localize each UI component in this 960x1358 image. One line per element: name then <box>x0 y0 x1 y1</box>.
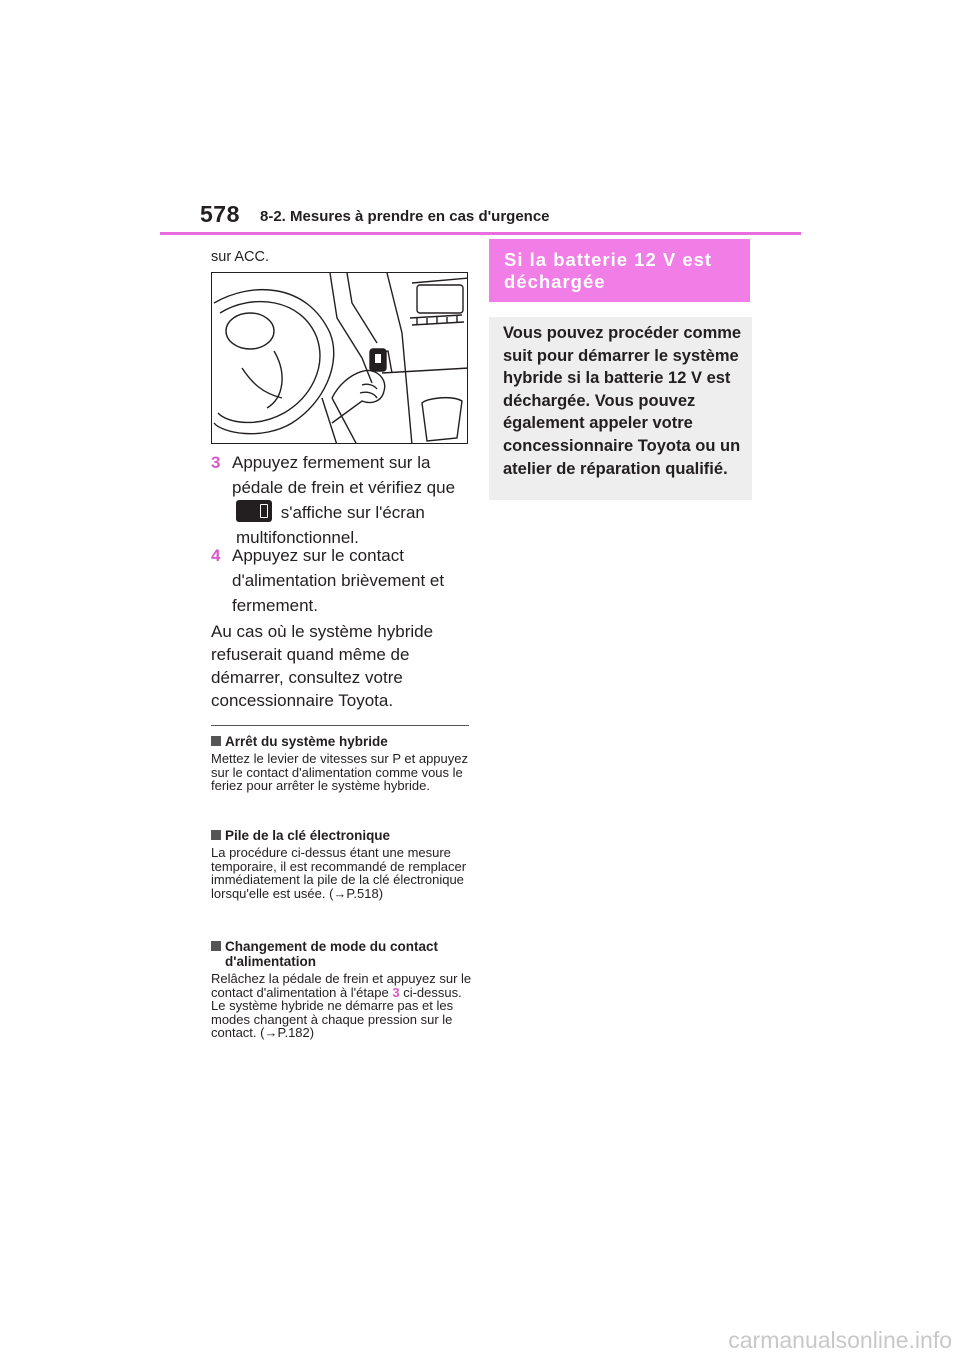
note-title <box>211 828 473 843</box>
left-column-intro <box>211 244 473 270</box>
sidebar-heading: Si la batterie 12 V est déchargée <box>489 239 750 302</box>
note-body-part-1: Relâchez la pédale de frein et appuyez sur le contact d'alimentation à l'étape <box>211 971 472 1000</box>
note-title-text: Arrêt du système hybride <box>225 734 388 749</box>
step-3-text-before: Appuyez fermement sur la pédale de frein et vérifiez que <box>232 453 456 497</box>
note-body <box>211 972 473 1040</box>
note-title <box>211 734 473 749</box>
square-bullet-icon <box>211 941 221 951</box>
intro-text: sur ACC. <box>211 249 270 265</box>
step-4 <box>211 543 473 618</box>
step-number: 4 <box>211 546 221 565</box>
divider <box>211 725 469 726</box>
watermark: carmanualsonline.info <box>728 1327 952 1353</box>
square-bullet-icon <box>211 736 221 746</box>
step-number: 3 <box>211 453 221 472</box>
steering-wheel-key-illustration <box>211 272 468 444</box>
note-title-text: Pile de la clé électronique <box>225 828 391 843</box>
brake-key-icon <box>236 500 272 522</box>
page-number: 578 <box>200 201 240 227</box>
note-body: Mettez le levier de vitesses sur P et appuyez sur le contact d'alimentation comme vous le feriez pour arrêter le système hybride. <box>211 751 468 793</box>
note-title <box>211 939 473 969</box>
step-3 <box>211 450 473 550</box>
step-reference: 3 <box>392 984 400 1000</box>
section-title: 8-2. Mesures à prendre en cas d'urgence <box>260 208 550 225</box>
note-key-battery <box>211 828 473 900</box>
header-rule <box>160 232 801 235</box>
step-3-text-after: s'affiche sur l'écran multifonctionnel. <box>236 503 425 547</box>
square-bullet-icon <box>211 830 221 840</box>
note-body-part-2: ci-dessus. <box>403 984 462 1000</box>
note-title-text: Changement de mode du contact d'alimentation <box>225 939 439 969</box>
note-stop-hybrid <box>211 734 473 793</box>
sidebar-text: Vous pouvez procéder comme suit pour démarrer le système hybride si la batterie 12 V est déchargée. Vous pouvez également appeler votre concessionnaire Toyota ou un atelier de réparation qualifié. <box>489 317 752 500</box>
fallback-paragraph: Au cas où le système hybride refuserait quand même de démarrer, consultez votre concessionnaire Toyota. <box>211 622 434 710</box>
dashboard-hand-icon <box>212 273 468 444</box>
note-body-part-3: Le système hybride ne démarre pas et les modes changent à chaque pression sur le contact. (→P.182) <box>211 998 454 1040</box>
note-power-mode <box>211 939 473 1040</box>
note-body: La procédure ci-dessus étant une mesure temporaire, il est recommandé de remplacer immédiatement la pile de la clé électronique lorsqu'elle est usée. (→P.518) <box>211 845 467 901</box>
step-4-text: Appuyez sur le contact d'alimentation brièvement et fermement. <box>232 546 445 615</box>
